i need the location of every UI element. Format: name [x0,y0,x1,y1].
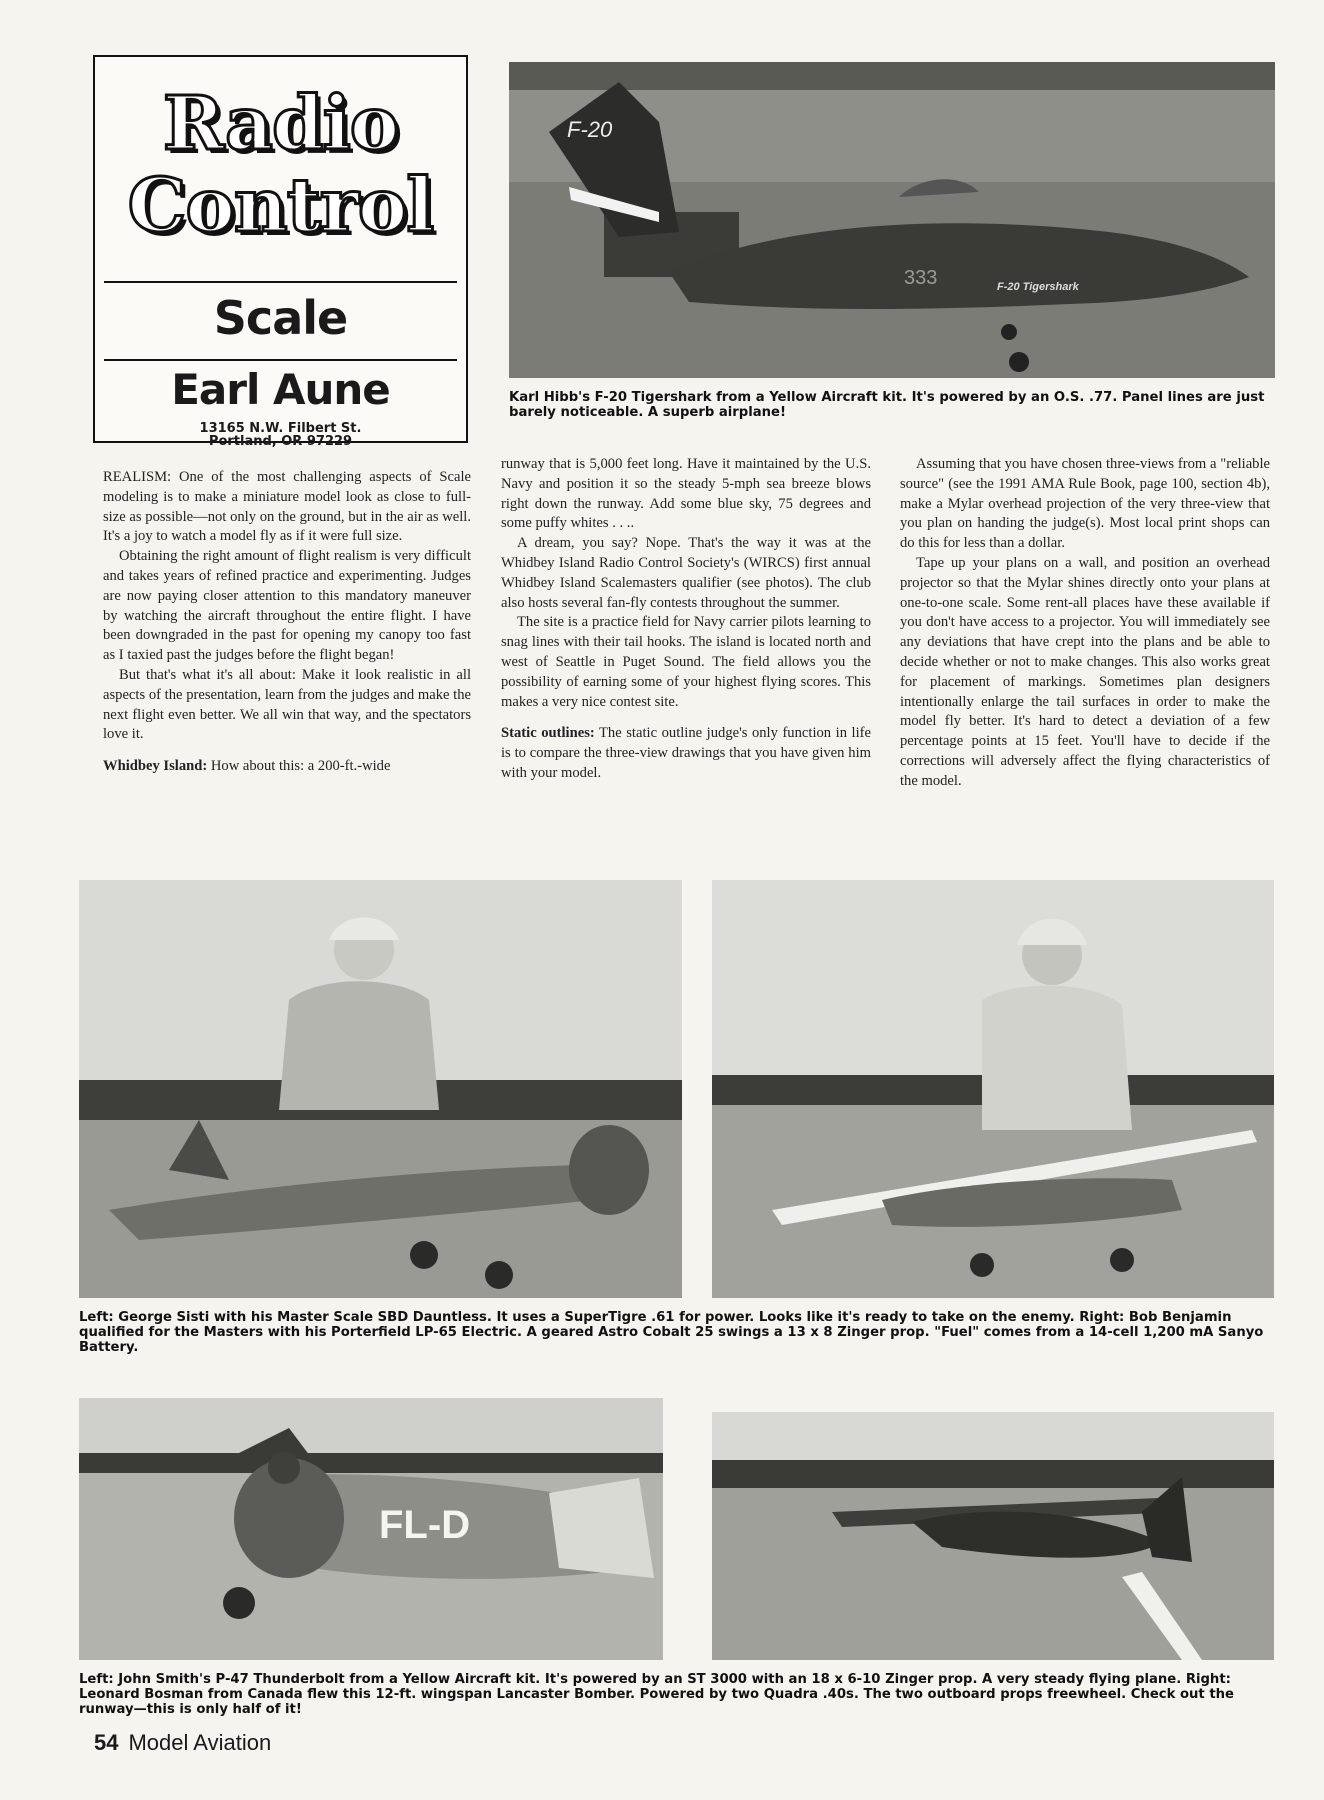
paragraph: runway that is 5,000 feet long. Have it maintained by the U.S. Navy and position it so the steady 5-mph sea breeze blows right down the runway. Add some blue sky, 75 degrees and some puffy whites . . .. [501,456,871,532]
header-divider [104,281,457,283]
photo-porterfield [712,880,1274,1298]
caption-f20: Karl Hibb's F-20 Tigershark from a Yellow Aircraft kit. It's powered by an O.S. .77. Panel lines are just barely noticeable. A superb airplane! [509,390,1265,420]
column-title-control: Control [127,163,434,249]
paragraph-whidbey-island [103,757,471,777]
paragraph: A dream, you say? Nope. That's the way it was at the Whidbey Island Radio Control Society's (WIRCS) first annual Whidbey Island Scalemasters qualifier (see photos). The club also hosts several fan-fly contests throughout the summer. [501,535,871,611]
paragraph-text: How about this: a 200-ft.-wide [207,758,391,775]
article-column-1 [103,468,471,777]
photo-p47-thunderbolt [79,1398,663,1660]
caption-middle-photos: Left: George Sisti with his Master Scale SBD Dauntless. It uses a SuperTigre .61 for power. Looks like it's ready to take on the enemy. Right: Bob Benjamin qualified for the Masters with his Porterfield LP-65 Electric. A geared Astro Cobalt 25 swings a 13 x 8 Zinger prop. "Fuel" comes from a 14-cell 1,200 mA Sanyo Battery. [79,1310,1264,1355]
f20-fuselage-number: 333 [904,267,938,289]
f20-tail-marking: F-20 [567,117,613,142]
paragraph: The site is a practice field for Navy carrier pilots learning to snag lines with their tail hooks. The island is located north and west of Seattle in Puget Sound. The field allows you the possibility of earning some of your highest flying scores. This makes a very nice contest site. [501,614,871,710]
section-title: Scale [213,291,348,345]
subhead-static-outlines: Static outlines: [501,725,595,742]
paragraph: REALISM: One of the most challenging aspects of Scale modeling is to make a miniature model look as close to full-size as possible—not only on the ground, but in the air as well. It's a joy to watch a model fly as if it were full size. [103,469,471,545]
paragraph-static-outlines [501,724,871,783]
paragraph: Obtaining the right amount of flight realism is very difficult and takes years of refined practice and experimenting. Judges are now paying closer attention to this mandatory maneuver by watching the aircraft throughout the entire flight. I have been downgraded in the past for opening my canopy too fast as I taxied past the judges before the flight began! [103,548,471,664]
article-column-2 [501,455,871,784]
photo-lancaster-bomber [712,1412,1274,1660]
author-address-city: Portland, OR 97229 [208,434,353,449]
caption-bottom-photos: Left: John Smith's P-47 Thunderbolt from a Yellow Aircraft kit. It's powered by an ST 3000 with an 18 x 6-10 Zinger prop. A very steady flying plane. Right: Leonard Bosman from Canada flew this 12-ft. wingspan Lancaster Bomber. Powered by two Quadra .40s. The two outboard props freewheel. Check out the runway—this is only half of it! [79,1672,1234,1717]
photo-sbd-dauntless [79,880,682,1298]
page-footer [94,1730,271,1756]
paragraph-text: The static outline judge's only function in life is to compare the three-view drawings that you have given him with your model. [501,725,871,781]
paragraph: Tape up your plans on a wall, and position an overhead projector so that the Mylar shines directly onto your plans at one-to-one scale. Some rent-all places have these available if you don't have access to a projector. You will immediately see any deviations that have crept into the plans and be able to decide whether or not to make changes. This also works great for placement of markings. Sometimes plan designers intentionally enlarge the tail surfaces in order to make the model fly better. It's hard to detect a deviation of a few percentage points at 15 feet. You'll have to decide if the corrections will adversely affect the flying characteristics of the model. [900,554,1270,789]
column-header-box [93,55,468,449]
paragraph: But that's what it's all about: Make it look realistic in all aspects of the presentation, learn from the judges and make the next flight even better. We all win that way, and the spectators love it. [103,666,471,743]
p47-fuselage-marking: FL-D [379,1503,471,1547]
paragraph: Assuming that you have chosen three-views from a "reliable source" (see the 1991 AMA Rule Book, page 100, section 4b), make a Mylar overhead projection of the very three-view that you plan on handing the judge(s). Most local print shops can do this for less than a dollar. [900,456,1270,552]
photo-f20-tigershark [509,62,1275,378]
author-address-street: 13165 N.W. Filbert St. [199,421,362,436]
magazine-title: Model Aviation [128,1730,272,1755]
author-name: Earl Aune [171,365,390,414]
column-title-radio: Radio [162,81,399,167]
subhead-whidbey-island: Whidbey Island: [103,758,208,775]
header-divider [104,359,457,361]
article-column-3 [900,455,1270,792]
page-number: 54 [94,1730,119,1755]
f20-nose-label: F-20 Tigershark [997,281,1079,293]
